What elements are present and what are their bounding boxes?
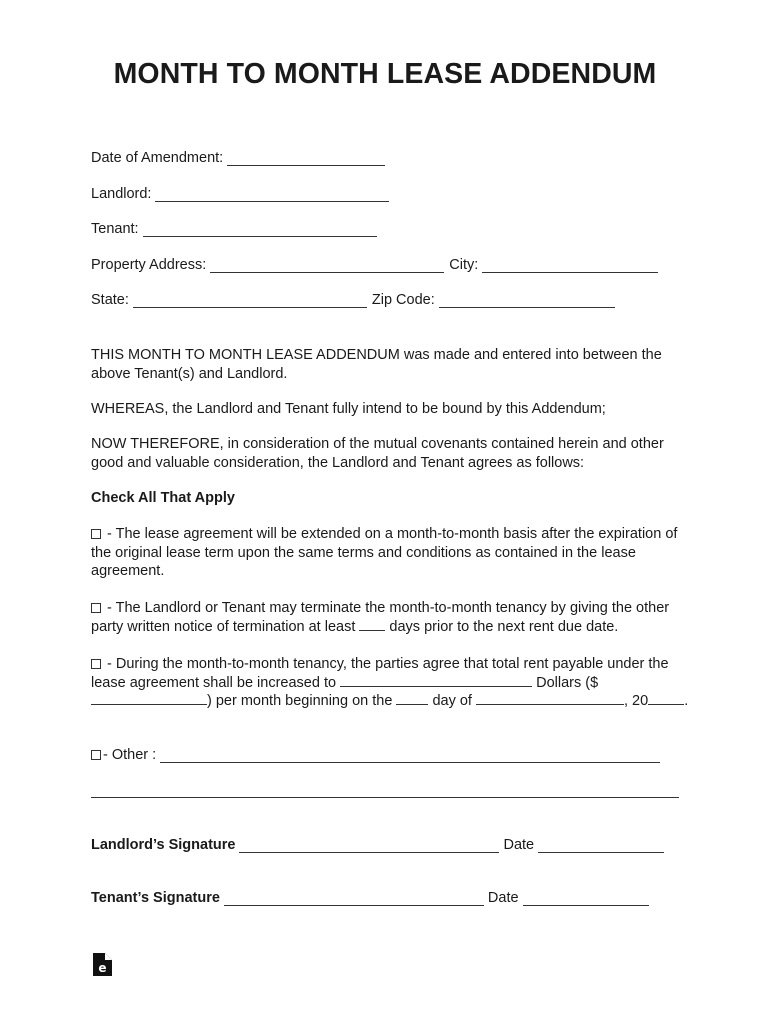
- option-other-checkbox[interactable]: [91, 750, 101, 760]
- date-of-amendment-field[interactable]: [227, 152, 385, 166]
- start-month-field[interactable]: [476, 692, 624, 705]
- check-all-heading: Check All That Apply: [91, 490, 235, 506]
- option-terminate-text-b: days prior to the next rent due date.: [385, 618, 619, 635]
- option-rent-text-d: day of: [428, 693, 476, 709]
- state-row: [91, 292, 615, 308]
- option-terminate-checkbox[interactable]: [91, 603, 101, 613]
- option-rent-text-b: Dollars ($: [532, 674, 599, 691]
- eforms-logo-icon: [93, 953, 112, 976]
- landlord-row: [91, 186, 389, 202]
- property-address-field[interactable]: [210, 259, 444, 273]
- option-rent-text-c: ) per month beginning on the: [207, 693, 397, 709]
- option-other-label: - Other :: [103, 747, 157, 763]
- now-therefore-paragraph: NOW THEREFORE, in consideration of the mutual covenants contained herein and other good and valuable consideration, the Landlord and Tenant agrees as follows:: [91, 436, 664, 471]
- state-label: State:: [91, 292, 129, 308]
- option-terminate-text-a: - The Landlord or Tenant may terminate the month-to-month tenancy by giving the other party written notice of termination at least: [91, 600, 670, 635]
- option-other-field[interactable]: [160, 749, 660, 763]
- option-rent-text-a: - During the month-to-month tenancy, the parties agree that total rent payable under the lease agreement shall be increased to: [91, 656, 669, 691]
- property-address-label: Property Address:: [91, 257, 207, 273]
- tenant-label: Tenant:: [91, 221, 139, 237]
- city-field[interactable]: [482, 259, 658, 273]
- document-title: MONTH TO MONTH LEASE ADDENDUM: [113, 58, 657, 90]
- landlord-signature-label: Landlord’s Signature: [91, 837, 236, 853]
- tenant-signature-label: Tenant’s Signature: [91, 890, 220, 906]
- landlord-date-field[interactable]: [538, 839, 664, 853]
- tenant-field[interactable]: [143, 223, 377, 237]
- svg-text:e: e: [98, 961, 107, 975]
- landlord-field[interactable]: [155, 188, 389, 202]
- tenant-signature-row: [91, 890, 649, 906]
- property-address-row: [91, 257, 658, 273]
- notice-days-field[interactable]: [359, 618, 385, 631]
- intro-paragraph: THIS MONTH TO MONTH LEASE ADDENDUM was made and entered into between the above Tenant(s) and Landlord.: [91, 347, 662, 382]
- landlord-label: Landlord:: [91, 186, 152, 202]
- landlord-date-label: Date: [503, 837, 535, 853]
- option-extend-checkbox[interactable]: [91, 529, 101, 539]
- rent-amount-field[interactable]: [91, 692, 207, 705]
- option-rent-text-f: .: [684, 693, 689, 709]
- state-field[interactable]: [133, 294, 367, 308]
- tenant-row: [91, 221, 377, 237]
- option-rent-increase: [91, 655, 691, 711]
- date-of-amendment-row: [91, 150, 385, 166]
- zip-code-label: Zip Code:: [371, 292, 435, 308]
- rent-amount-words-field[interactable]: [340, 674, 532, 687]
- option-rent-text-e: , 20: [624, 693, 649, 709]
- option-extend-text: - The lease agreement will be extended on a month-to-month basis after the expiration of the original lease term upon the same terms and conditions as contained in the lease agreement.: [91, 526, 678, 579]
- tenant-signature-field[interactable]: [224, 892, 484, 906]
- start-day-field[interactable]: [396, 692, 428, 705]
- tenant-date-field[interactable]: [523, 892, 649, 906]
- option-other-continuation-line[interactable]: [91, 797, 679, 798]
- whereas-paragraph: WHEREAS, the Landlord and Tenant fully intend to be bound by this Addendum;: [91, 401, 606, 417]
- option-extend: [91, 525, 691, 581]
- landlord-signature-row: [91, 837, 664, 853]
- city-label: City:: [449, 257, 479, 273]
- tenant-date-label: Date: [487, 890, 519, 906]
- option-terminate: [91, 599, 691, 636]
- option-other: [91, 747, 660, 763]
- zip-code-field[interactable]: [439, 294, 615, 308]
- landlord-signature-field[interactable]: [239, 839, 499, 853]
- option-rent-checkbox[interactable]: [91, 659, 101, 669]
- start-year-field[interactable]: [648, 692, 684, 705]
- date-of-amendment-label: Date of Amendment:: [91, 150, 224, 166]
